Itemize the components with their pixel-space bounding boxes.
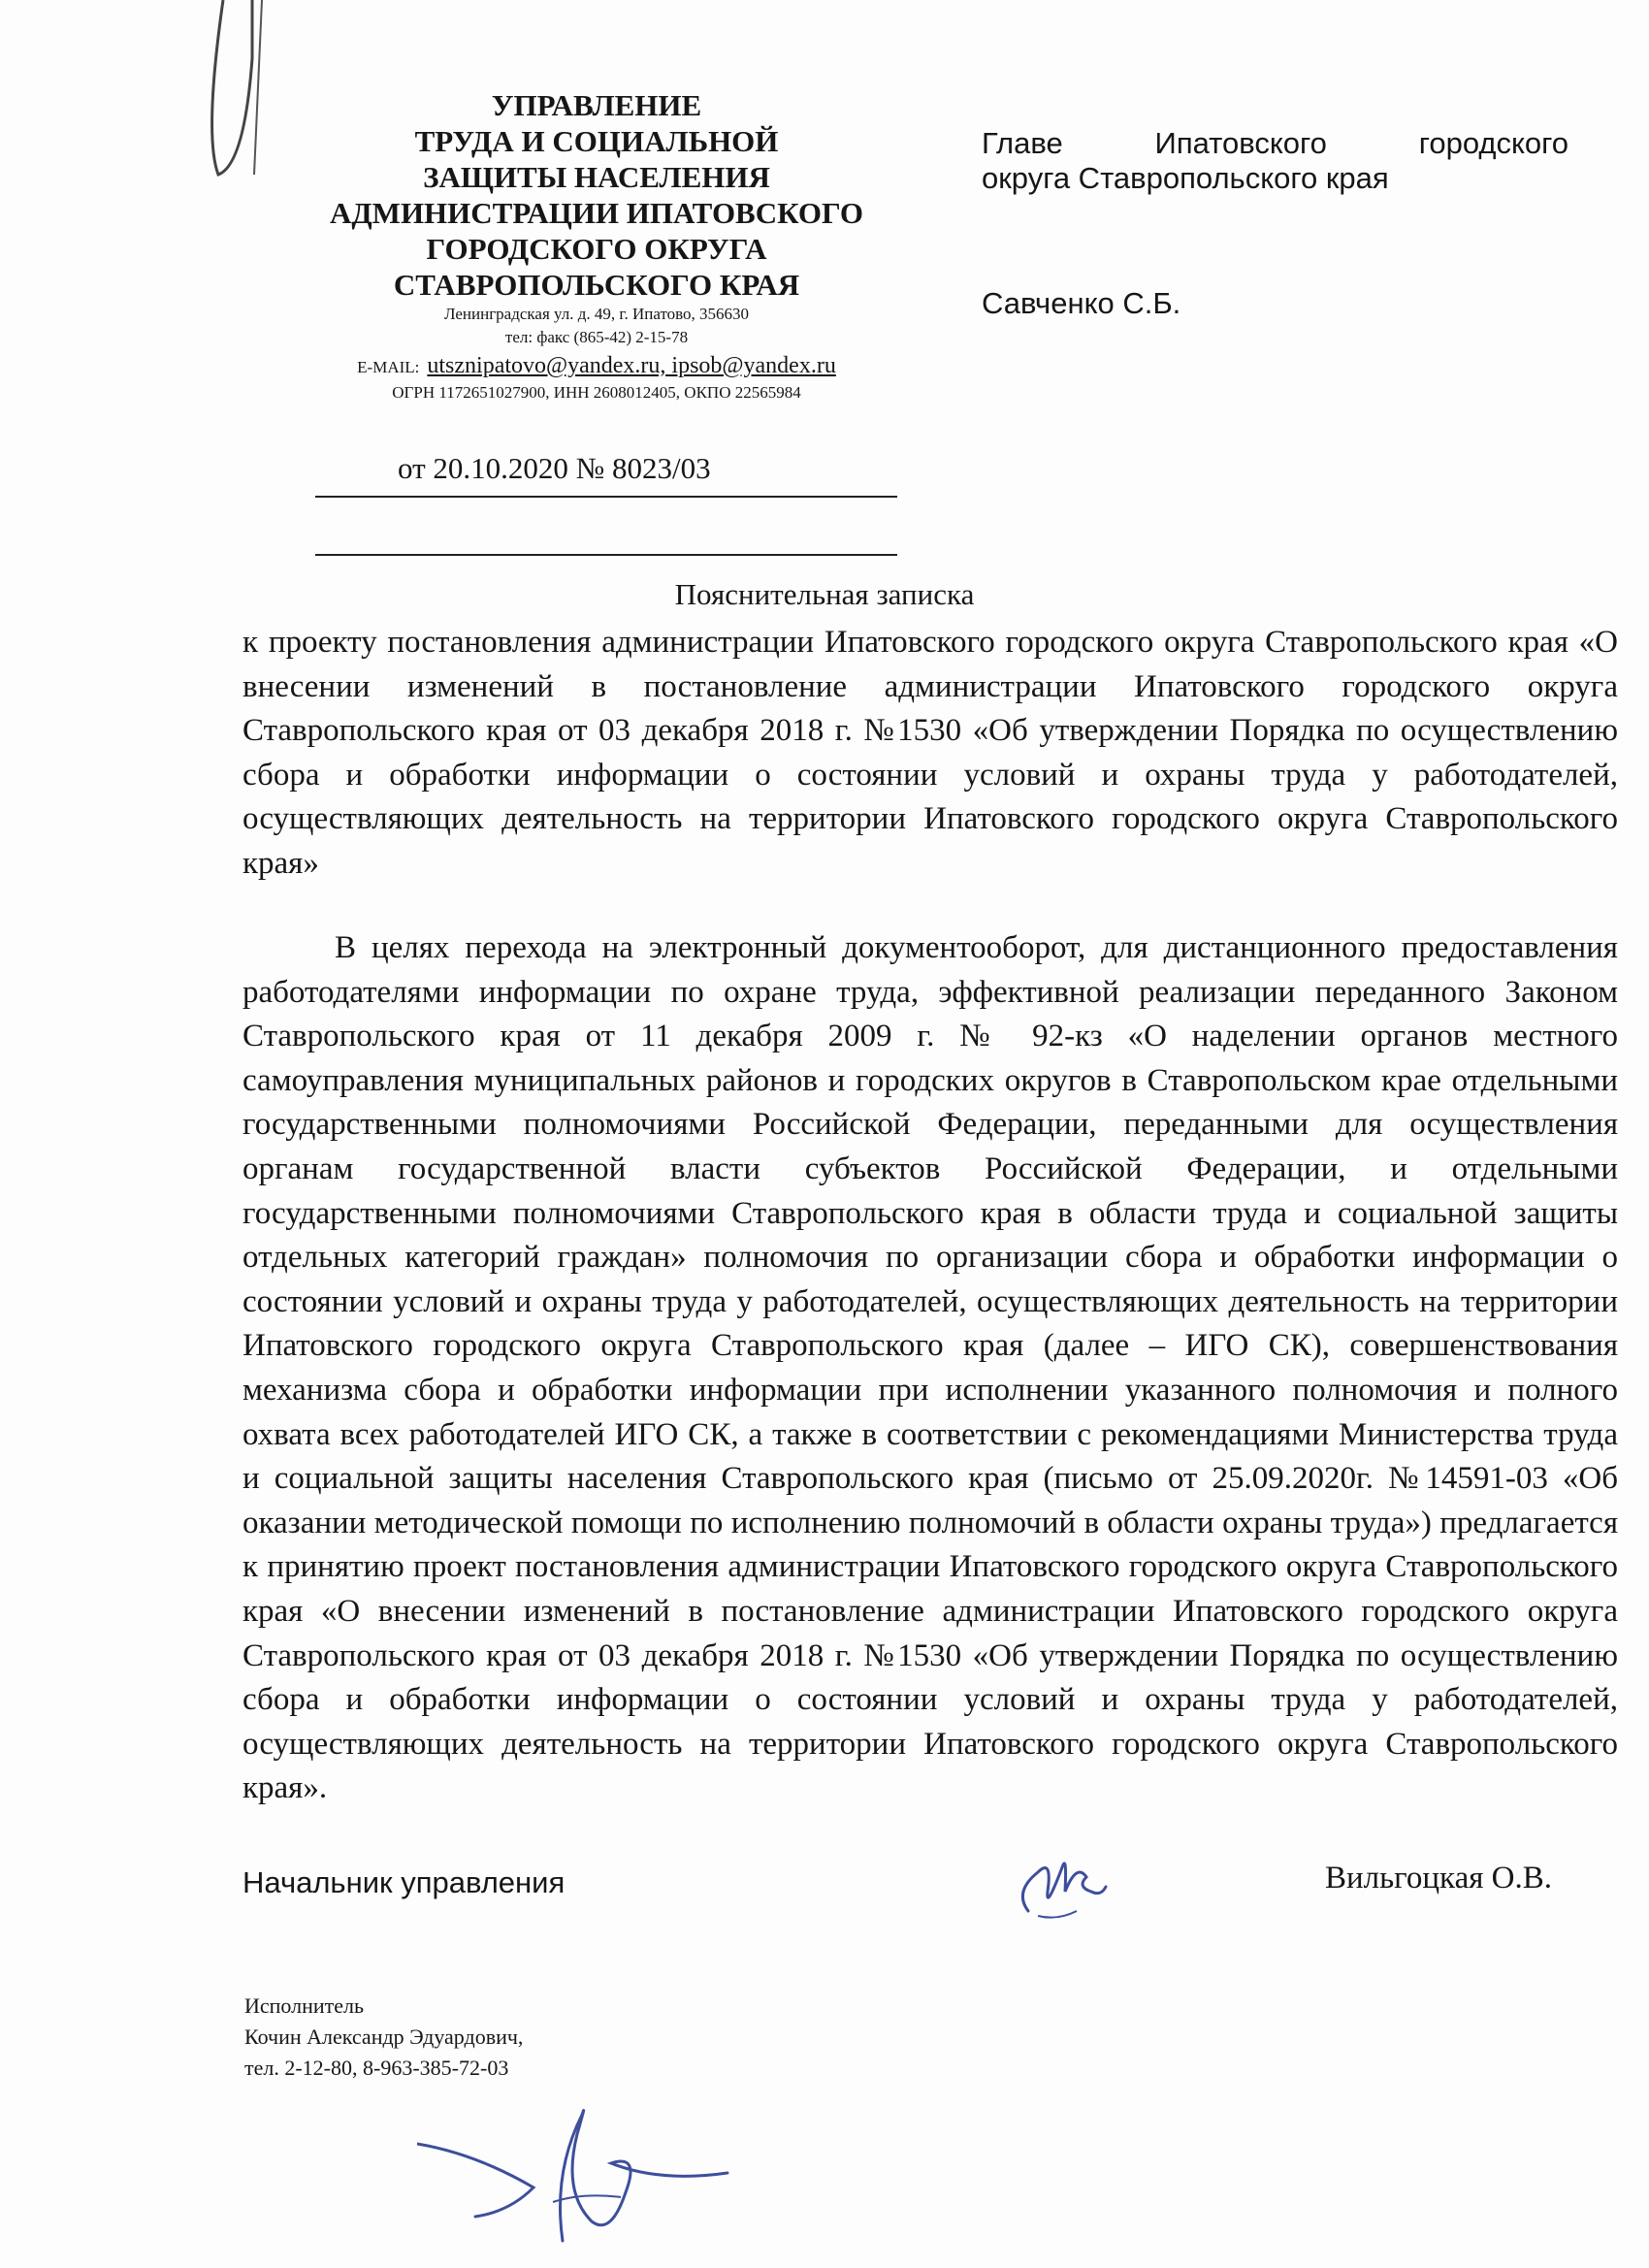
org-registration-numbers: ОГРН 1172651027900, ИНН 2608012405, ОКПО 22565984 [392, 383, 801, 402]
org-name-line: ТРУДА И СОЦИАЛЬНОЙ [414, 124, 779, 158]
note-body-text: В целях перехода на электронный документооборот, для дистанционного предоставления работодателями информации по охране труда, эффективной реализации переданного Законом Ставропольского края от 11 декабря 2009 г. № 92-кз «О наделении органов местного самоуправления муниципальных районов и городских округов в Ставропольском крае отдельными государственными полномочиями Российской Федерации, переданными для осуществления органам государственной власти субъектов Российской Федерации, и отдельными государственными полномочиями Ставропольского края в области труда и социальной защиты отдельных категорий граждан» полномочия по организации сбора и обработки информации о состоянии условий и охраны труда у работодателей, осуществляющих деятельность на территории Ипатовского городского округа Ставропольского края (далее – ИГО СК), совершенствования механизма сбора и обработки информации при исполнении указанного полномочия и полного охвата всех работодателей ИГО СК, а также в соответствии с рекомендациями Министерства труда и социальной защиты населения Ставропольского края (письмо от 25.09.2020г. №14591-03 «Об оказании методической помощи по исполнению полномочий в области охраны труда») предлагается к принятию проект постановления администрации Ипатовского городского округа Ставропольского края «О внесении изменений в постановление администрации Ипатовского городского округа Ставропольского края от 03 декабря 2018 г. №1530 «Об утверждении Порядка по осуществлению сбора и обработки информации о состоянии условий и охраны труда у работодателей, осуществляющих деятельность на территории Ипатовского городского округа Ставропольского края». [242, 930, 1618, 1806]
addressee-line: округа Ставропольского края [982, 161, 1389, 195]
org-address: Ленинградская ул. д. 49, г. Ипатово, 356630 [443, 305, 750, 323]
org-name-line: УПРАВЛЕНИЕ [491, 88, 702, 122]
addressee-line: Главе Ипатовского городского [982, 126, 1568, 160]
blank-reference-line [315, 554, 897, 556]
handwritten-signature [1009, 1833, 1116, 1930]
outgoing-number-line [315, 451, 897, 498]
org-name-line: СТАВРОПОЛЬСКОГО КРАЯ [393, 268, 800, 302]
executor-block [244, 1991, 523, 2084]
org-phone: тел: факс (865-42) 2-15-78 [504, 328, 689, 346]
email-label: E-MAIL: [357, 358, 420, 376]
addressee-name: Савченко С.Б. [982, 286, 1181, 320]
signatory-name: Вильгоцкая О.В. [1324, 1861, 1552, 1895]
letterhead [281, 87, 912, 404]
org-email-line [281, 351, 912, 382]
org-name-line: ЗАЩИТЫ НАСЕЛЕНИЯ [423, 160, 770, 194]
executor-label: Исполнитель [244, 1993, 365, 2018]
note-subject: к проекту постановления администрации Ипатовского городского округа Ставропольского края «О внесении изменений в постановление администрации Ипатовского городского округа Ставропольского края от 03 декабря 2018 г. №1530 «Об утверждении Порядка по осуществлению сбора и обработки информации о состоянии условий и охраны труда у работодателей, осуществляющих деятельность на территории Ипатовского городского округа Ставропольского края» [242, 625, 1618, 881]
org-name-line: ГОРОДСКОГО ОКРУГА [426, 232, 767, 266]
executor-signature [417, 2095, 747, 2251]
outgoing-number: от 20.10.2020 № 8023/03 [398, 451, 711, 485]
note-body [242, 926, 1618, 1811]
executor-phone: тел. 2-12-80, 8-963-385-72-03 [244, 2056, 509, 2080]
org-name-line: АДМИНИСТРАЦИИ ИПАТОВСКОГО [329, 196, 864, 230]
signatory-position: Начальник управления [242, 1865, 566, 1899]
addressee-block [982, 126, 1568, 196]
email-links[interactable]: utsznipatovo@yandex.ru, ipsob@yandex.ru [427, 353, 836, 378]
note-title: Пояснительная записка [674, 577, 975, 611]
executor-name: Кочин Александр Эдуардович, [244, 2025, 524, 2049]
